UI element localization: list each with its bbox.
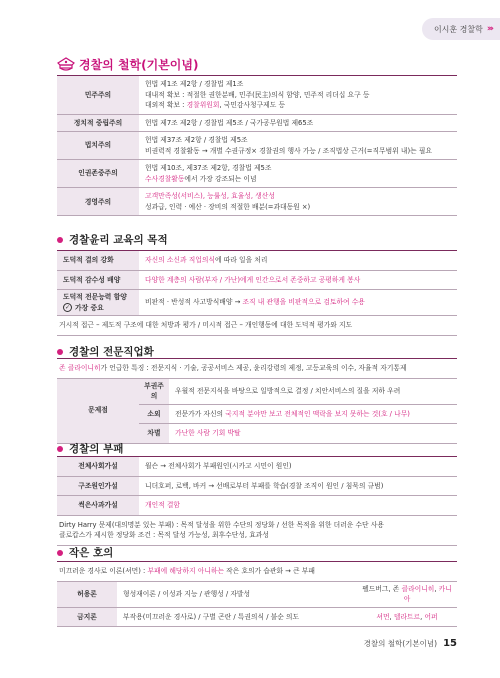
highlight-text: 경찰위원회 (186, 101, 220, 110)
intro-row (57, 562, 457, 582)
row-content (139, 76, 457, 114)
cell-line (145, 202, 451, 213)
table-row (57, 114, 457, 132)
row-label: 경영주의 (57, 188, 139, 216)
row-content (139, 496, 457, 516)
text-run: 대외적 확보 : (145, 101, 187, 110)
row-label: 썩은사과가설 (57, 496, 139, 516)
note-line: Dirty Harry 문제(대의명분 있는 부패) : 목적 달성을 위한 수단의 정당화 / 선한 목적을 위한 더러운 수단 사용 (59, 520, 384, 529)
table-row (57, 160, 457, 188)
highlight-text: 가난한 사람 기회 박탈 (175, 429, 241, 438)
text-run: 니더호퍼, 로백, 바커 → 선배로부터 부패를 학습(경찰 조직이 원인 / 침묵의 규범) (145, 481, 384, 490)
table-row (57, 270, 457, 290)
cell-line (145, 500, 451, 511)
label-note-text: 가장 중요 (75, 303, 104, 312)
text-run: 미끄러운 경사로 이론(셔먼) : (59, 567, 148, 575)
row-content (139, 457, 457, 477)
cell-line (145, 163, 451, 174)
label-text: 도덕적 감수성 배양 (63, 275, 121, 284)
chapter-tab (422, 18, 500, 40)
text-run: 에 따라 일을 처리 (214, 256, 268, 264)
profession-table (57, 358, 457, 444)
text-run: , 국민감사청구제도 등 (219, 101, 286, 110)
table-row (57, 476, 457, 496)
cell-line (145, 135, 451, 146)
table-row (57, 496, 457, 516)
chapter-tab-label: 이시훈 경찰학 (433, 24, 483, 34)
row-content (139, 132, 457, 160)
row-label: 부권주의 (139, 378, 169, 404)
row-content (169, 404, 457, 424)
intro-row (57, 359, 457, 379)
row-content (139, 270, 457, 290)
row-content (139, 114, 457, 132)
text-run: 헌법 제10조, 제37조 제2항, 경찰법 제5조 (145, 164, 272, 173)
highlight-text: 국지적 분야만 보고 전체적인 맥락을 보지 못하는 것(호 / 나무) (225, 409, 410, 418)
highlight-text: 클라이니히 (401, 584, 435, 593)
highlight-text: 부패에 해당하지 아니하는 (147, 567, 225, 575)
row-names (357, 581, 457, 607)
table-row (57, 188, 457, 216)
ethics-table (57, 250, 457, 336)
row-label: 차별 (139, 424, 169, 444)
cell-line (145, 79, 451, 90)
row-content: 부작용(미끄러운 경사로) / 구별 곤란 / 특권의식 / 불순 의도 (117, 607, 357, 627)
note-cell: 거시적 접근 – 제도적 구조에 대한 처방과 평가 / 미시적 접근 – 개인행동에 대한 도덕적 평가와 지도 (57, 316, 457, 336)
bullet-icon (57, 237, 63, 243)
row-label: 구조원인가설 (57, 476, 139, 496)
corruption-heading: 경찰의 부패 (57, 441, 123, 456)
problem-label: 문제점 (57, 378, 139, 443)
text-run: 가 언급한 특징 : 전문지식 · 기술, 공공서비스 제공, 윤리강령의 제정, 고등교육의 이수, 자율적 자기통제 (100, 364, 407, 372)
cell-line (175, 386, 451, 397)
row-content (139, 290, 457, 316)
row-content (169, 378, 457, 404)
row-label: 소외 (139, 404, 169, 424)
cell-line (145, 461, 451, 472)
text-run: 헌법 제37조 제2항 / 경찰법 제5조 (145, 136, 248, 145)
table-row (57, 76, 457, 114)
highlight-text: 개인적 결함 (145, 501, 180, 510)
text-run: 전문가가 자신의 (175, 409, 226, 418)
text-run: , (389, 612, 394, 621)
label-note (63, 303, 135, 314)
text-run: 에서 가장 강조되는 이념 (184, 174, 257, 183)
highlight-text: 어퍼 (424, 612, 438, 621)
highlight-text: 자신의 소신과 직업의식 (145, 256, 215, 264)
note-line: 클로캅스가 제시한 정당화 조건 : 목적 달성 가능성, 최후수단성, 효과성 (59, 531, 269, 540)
row-content (139, 251, 457, 271)
check-circle-icon: ✓ (64, 304, 71, 312)
text-run: 헌법 제1조 제2항 / 경찰법 제1조 (145, 80, 244, 88)
page-footer (364, 638, 457, 649)
page-number: 15 (443, 638, 457, 649)
text-run: 펠드버그, 존 (362, 584, 402, 593)
note-cell (57, 515, 457, 545)
cell-line (145, 100, 451, 111)
row-label (57, 270, 139, 290)
label-text: 도덕적 전문능력 함양 (63, 293, 127, 302)
row-content (139, 160, 457, 188)
highlight-text: 카니아 (403, 584, 452, 604)
favor-heading: 작은 호의 (57, 545, 113, 560)
cell-line (145, 146, 451, 157)
text-run: , (434, 584, 439, 593)
row-label: 민주주의 (57, 76, 139, 114)
highlight-text: 조직 내 관행을 비판적으로 검토하여 수용 (242, 298, 365, 307)
cell-line (175, 409, 451, 420)
row-names (357, 607, 457, 627)
row-content (139, 188, 457, 216)
chevron-right-icon: ››› (486, 24, 492, 34)
text-run: 비판적 · 반성적 사고방식배양 → (145, 298, 243, 307)
cell-line (145, 191, 451, 202)
cell-line (145, 297, 451, 308)
row-label: 법치주의 (57, 132, 139, 160)
cell-line (175, 428, 451, 439)
cell-line (145, 481, 451, 492)
note-row (57, 515, 457, 545)
highlight-text: 다양한 계층의 사람(부자 / 가난)에게 인간으로서 존중하고 공평하게 봉사 (145, 275, 361, 284)
police-hat-icon (57, 57, 75, 73)
label-text: 도덕적 결의 강화 (63, 256, 114, 264)
row-label: 인권존중주의 (57, 160, 139, 188)
corruption-table (57, 456, 457, 546)
table-row (57, 290, 457, 316)
text-run: 대내적 확보 : 적절한 권한분배, 민주(民主)의식 함양, 민주적 리더십 요구 등 (145, 90, 370, 99)
highlight-text: 수사경찰활동 (145, 174, 185, 183)
highlight-text: 존 클라이니히 (59, 364, 101, 372)
row-label: 정치적 중립주의 (57, 114, 139, 132)
bullet-icon (57, 349, 63, 355)
row-label: 허용론 (57, 581, 117, 607)
ethics-heading: 경찰윤리 교육의 목적 (57, 232, 168, 247)
highlight-text: 고객만족성(서비스), 능률성, 효율성, 생산성 (145, 192, 275, 201)
row-label: 금지론 (57, 607, 117, 627)
text-run: 작은 호의가 습관화 → 큰 부패 (224, 567, 315, 575)
row-label (57, 251, 139, 271)
table-row (57, 581, 457, 607)
row-content (169, 424, 457, 444)
highlight-text: 셔먼 (376, 612, 390, 621)
cell-line (145, 90, 451, 101)
table-row (57, 251, 457, 271)
cell-line (145, 118, 451, 129)
text-run: 우월적 전문지식을 바탕으로 일방적으로 결정 / 치안서비스의 질을 저하 우려 (175, 386, 401, 395)
cell-line (145, 255, 451, 266)
bullet-icon (57, 550, 63, 556)
table-row (57, 132, 457, 160)
row-label: 전체사회가설 (57, 457, 139, 477)
cell-line (145, 275, 451, 286)
intro-cell (57, 359, 457, 379)
text-run: 비권력적 경찰활동 → 개별 수권규정× 경찰권의 행사 가능 / 조직법상 근거(=직무범위 내)는 필요 (145, 146, 432, 155)
table-row (57, 457, 457, 477)
cell-line (145, 174, 451, 185)
bullet-icon (57, 446, 63, 452)
text-run: 헌법 제7조 제2항 / 경찰법 제5조 / 국가공무원법 제65조 (145, 118, 314, 127)
profession-heading: 경찰의 전문직업화 (57, 344, 154, 359)
text-run: , (420, 612, 425, 621)
row-label (57, 290, 139, 316)
philosophy-table (57, 76, 457, 216)
footer-title: 경찰의 철학(기본이념) (363, 639, 438, 648)
intro-cell (57, 562, 457, 582)
table-row (57, 607, 457, 627)
page-title: 경찰의 철학(기본이념) (79, 58, 199, 72)
row-content: 형성재이론 / 이성과 지능 / 관행성 / 자발성 (117, 581, 357, 607)
row-content (139, 476, 457, 496)
note-row (57, 316, 457, 336)
highlight-text: 델라트르 (393, 612, 421, 621)
text-run: 윌슨 → 전체사회가 부패원인(시카고 시민이 원인) (145, 462, 292, 470)
favor-table (57, 561, 457, 627)
section-heading (57, 56, 198, 73)
table-row (57, 378, 457, 404)
text-run: 성과급, 인력 · 예산 · 장비의 적절한 배분(=과대동원 ×) (145, 202, 311, 211)
